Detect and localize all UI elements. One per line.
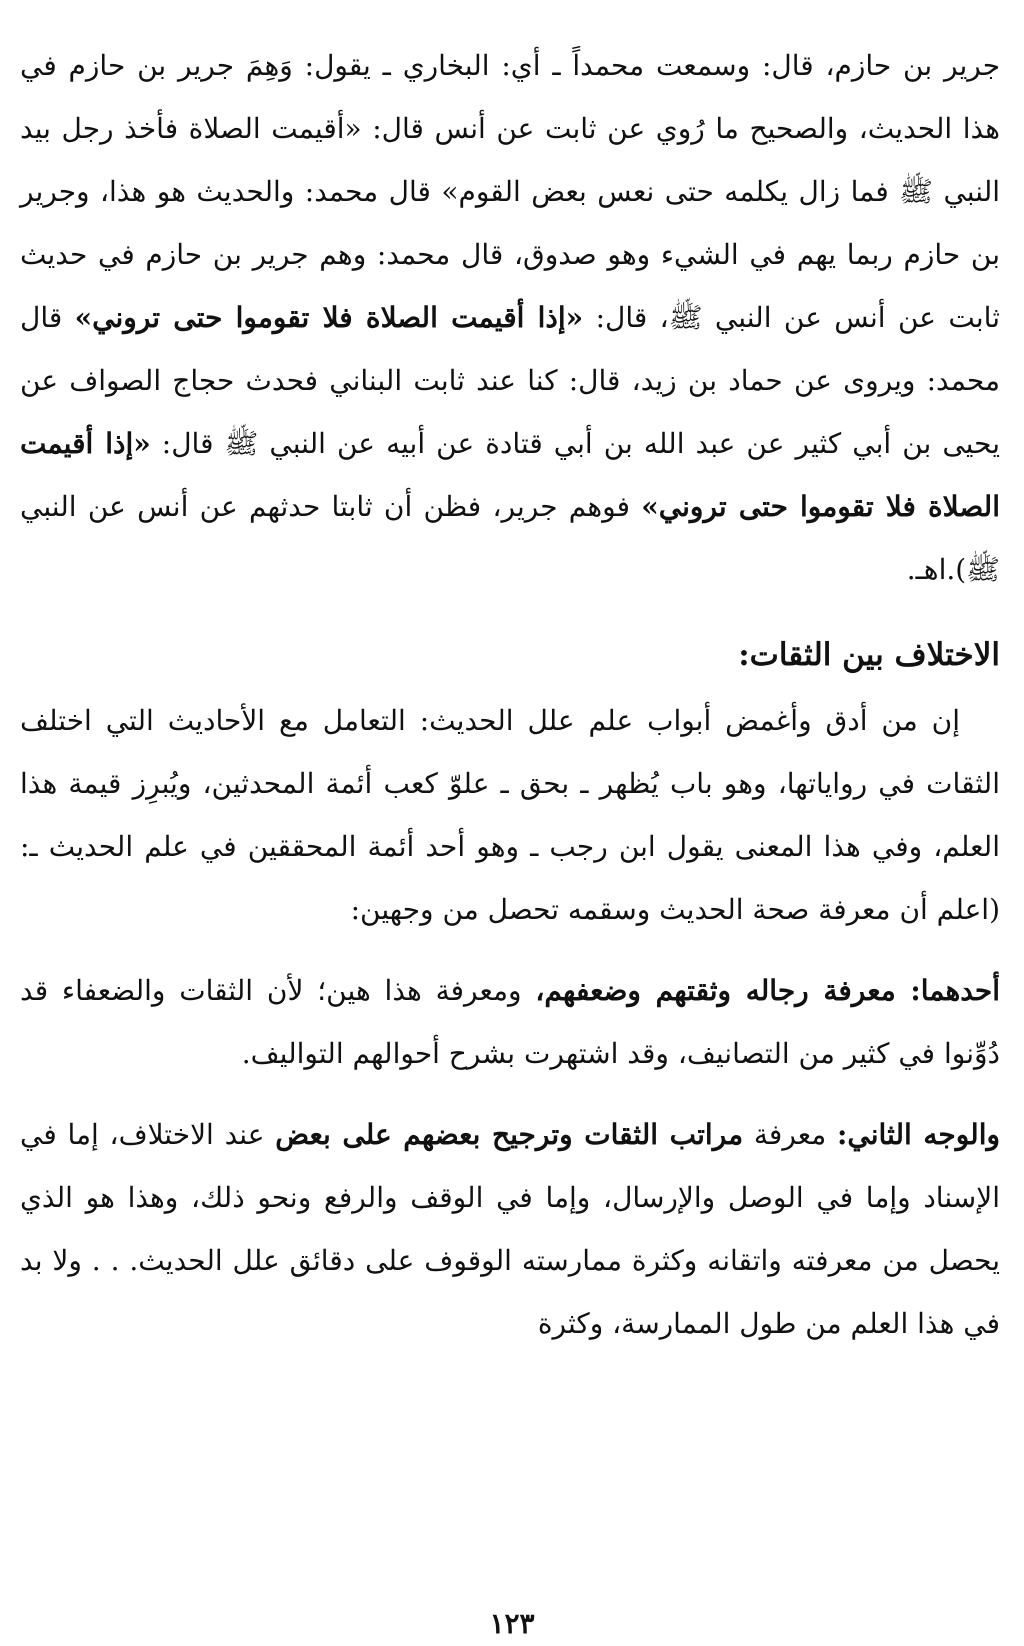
paragraph-continuation — [20, 34, 1000, 601]
paragraph-first-aspect — [20, 959, 1000, 1085]
text-run: فوهم جرير، فظن أن ثابتا حدثهم عن أنس عن النبي ﷺ).اهـ. — [20, 490, 1000, 586]
bold-hadith-quote: «إذا أقيمت الصلاة فلا تقوموا حتى تروني» — [74, 301, 584, 334]
section-heading: الاختلاف بين الثقات: — [738, 637, 1000, 673]
bold-phrase: مراتب الثقات وترجيح بعضهم على بعض — [275, 1118, 744, 1151]
bold-lead: والوجه الثاني: — [837, 1118, 1001, 1151]
text-run: ومعرفة هذا هين؛ لأن الثقات والضعفاء قد دُوِّنوا في كثير من التصانيف، وقد اشتهرت بشرح أحوالهم التواليف. — [20, 974, 1000, 1070]
paragraph-second-aspect — [20, 1103, 1000, 1355]
text-run: معرفة — [743, 1118, 838, 1151]
bold-lead: أحدهما: معرفة رجاله وثقتهم وضعفهم، — [535, 974, 1000, 1007]
paragraph-intro: إن من أدق وأغمض أبواب علم علل الحديث: التعامل مع الأحاديث التي اختلف الثقات في رواياتها، وهو باب يُظهر ـ بحق ـ علوّ كعب أئمة المحدثين، ويُبرِز قيمة هذا العلم، وفي هذا المعنى يقول ابن رجب ـ وهو أحد أئمة المحققين في علم الحديث ـ: (اعلم أن معرفة صحة الحديث وسقمه تحصل من وجهين: — [20, 704, 1000, 926]
page-number: ١٢٣ — [489, 1607, 535, 1640]
text-run: قال محمد: ويروى عن حماد بن زيد، قال: كنا عند ثابت البناني فحدث حجاج الصواف عن يحيى بن أبي كثير عن عبد الله بن أبي قتادة عن أبيه عن النبي ﷺ قال: — [20, 301, 1001, 460]
text-run: جرير بن حازم، قال: وسمعت محمداً ـ أي: البخاري ـ يقول: وَهِمَ جرير بن حازم في هذا الحديث، والصحيح ما رُوي عن ثابت عن أنس قال: «أقيمت الصلاة فأخذ رجل بيد النبي ﷺ فما زال يكلمه حتى نعس بعض القوم» قال محمد: والحديث هو هذا، وجرير بن حازم ربما يهم في الشيء وهو صدوق، قال محمد: وهم جرير بن حازم في حديث ثابت عن أنس عن النبي ﷺ، قال: — [20, 49, 1001, 334]
bold-hadith-quote: «إذا أقيمت الصلاة فلا تقوموا حتى تروني» — [20, 427, 1000, 523]
text-run: عند الاختلاف، إما في الإسناد وإما في الوصل والإرسال، وإما في الوقف والرفع ونحو ذلك، وهذا هو الذي يحصل من معرفته واتقانه وكثرة ممارسته الوقوف على دقائق علل الحديث. . . ولا بد في هذا العلم من طول الممارسة، وكثرة — [20, 1118, 1000, 1340]
